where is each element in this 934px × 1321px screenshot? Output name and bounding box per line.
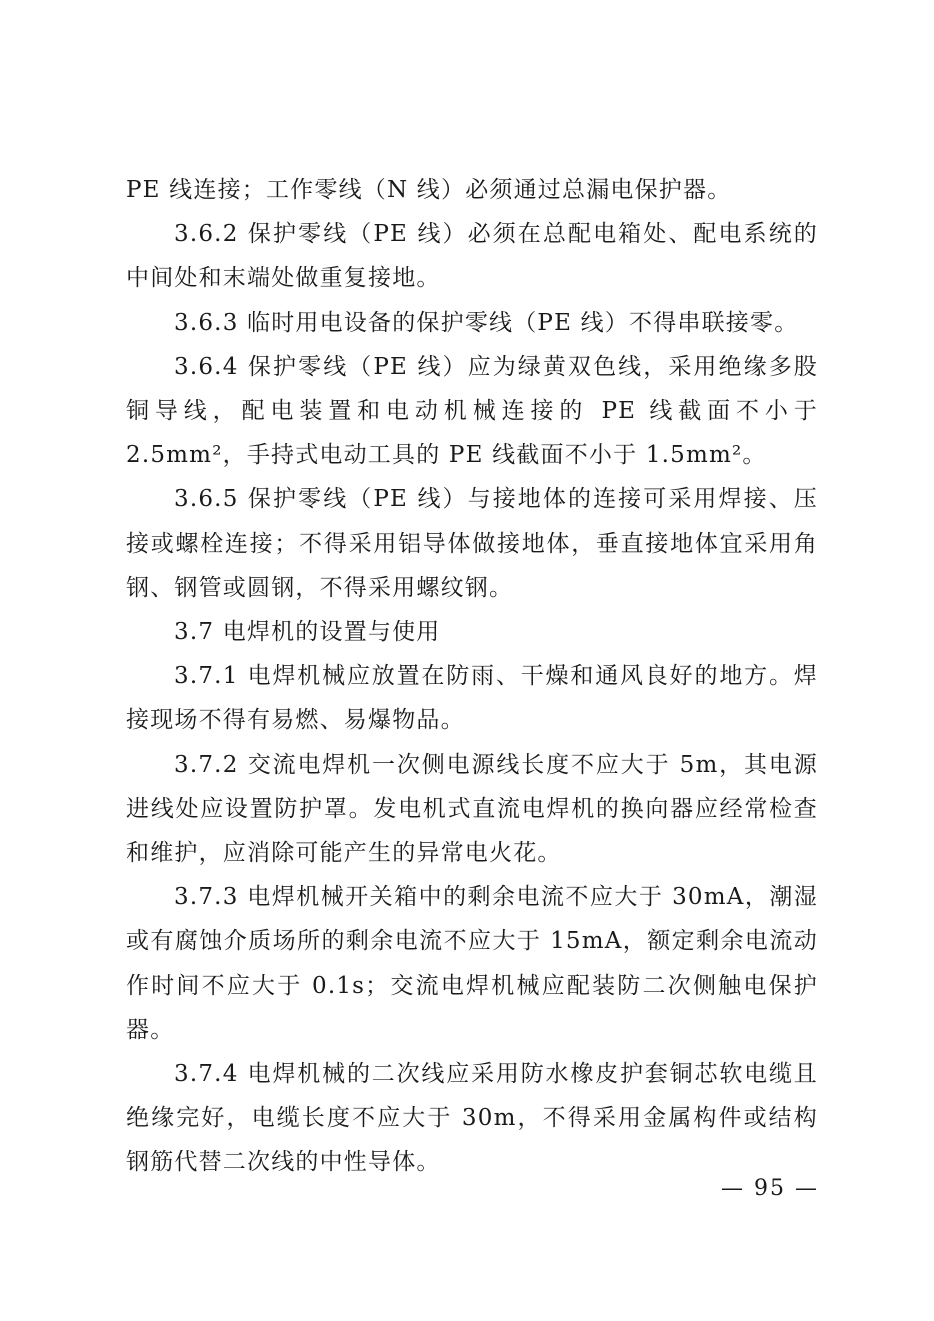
body-text	[126, 168, 818, 1185]
section-heading-3-7: 3.7 电焊机的设置与使用	[174, 619, 441, 646]
paragraph-3-7-2: 3.7.2 交流电焊机一次侧电源线长度不应大于 5m，其电源进线处应设置防护罩。发电机式直流电焊机的换向器应经常检查和维护，应消除可能产生的异常电火花。	[126, 751, 818, 867]
paragraph-3-7-4: 3.7.4 电焊机械的二次线应采用防水橡皮护套铜芯软电缆且绝缘完好，电缆长度不应大于 30m，不得采用金属构件或结构钢筋代替二次线的中性导体。	[126, 1061, 818, 1176]
paragraph-3-6-3: 3.6.3 临时用电设备的保护零线（PE 线）不得串联接零。	[174, 309, 799, 336]
paragraph-3-6-2: 3.6.2 保护零线（PE 线）必须在总配电箱处、配电系统的中间处和末端处做重复接地。	[126, 221, 818, 292]
paragraph-3-6-5: 3.6.5 保护零线（PE 线）与接地体的连接可采用焊接、压接或螺栓连接；不得采用铝导体做接地体，垂直接地体宜采用角钢、钢管或圆钢，不得采用螺纹钢。	[126, 486, 818, 601]
paragraph-3-7-3: 3.7.3 电焊机械开关箱中的剩余电流不应大于 30mA，潮湿或有腐蚀介质场所的剩余电流不应大于 15mA，额定剩余电流动作时间不应大于 0.1s；交流电焊机械应配装防二次侧触电保护器。	[126, 884, 818, 1043]
paragraph-3-6-4: 3.6.4 保护零线（PE 线）应为绿黄双色线，采用绝缘多股铜导线，配电装置和电动机械连接的 PE 线截面不小于 2.5mm²，手持式电动工具的 PE 线截面不小于 1.5mm²。	[126, 353, 818, 469]
paragraph-3-7-1: 3.7.1 电焊机械应放置在防雨、干燥和通风良好的地方。焊接现场不得有易燃、易爆物品。	[126, 663, 818, 734]
paragraph-continuation: PE 线连接；工作零线（N 线）必须通过总漏电保护器。	[126, 177, 732, 203]
page-number: — 95 —	[721, 1176, 819, 1201]
